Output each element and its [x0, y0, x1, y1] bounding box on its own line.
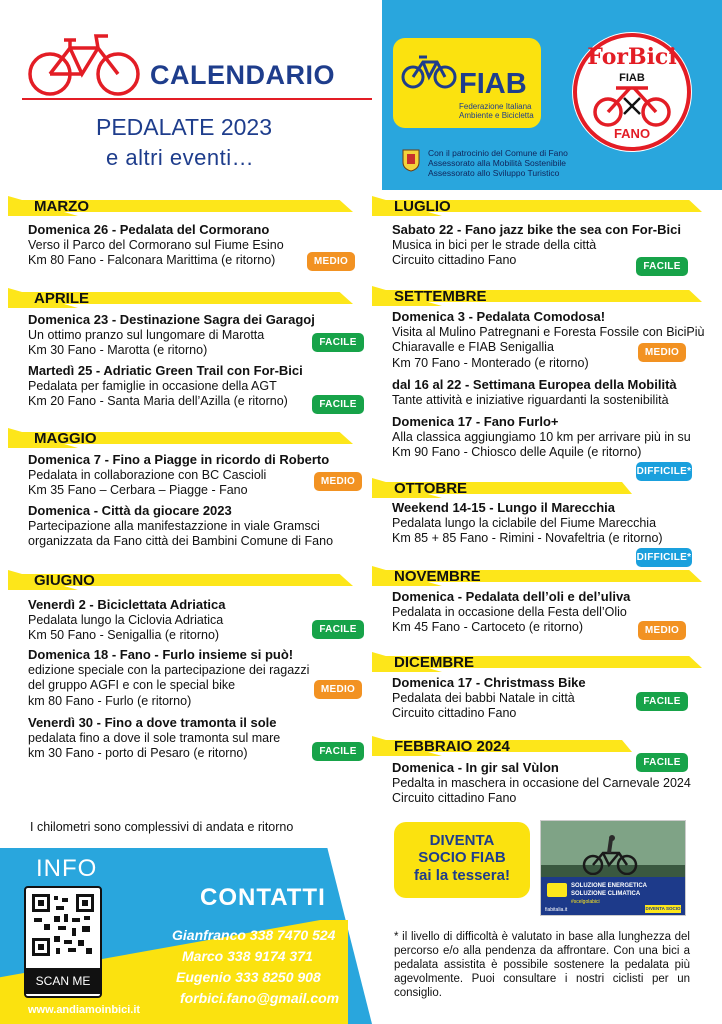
- forbici-logo-name: ForBici: [587, 44, 677, 70]
- difficulty-badge-facile: FACILE: [312, 742, 364, 761]
- page-subtitle: PEDALATE 2023: [96, 114, 273, 140]
- event-description: Pedalata dei babbi Natale in città: [392, 690, 575, 705]
- scan-me-label: SCAN ME: [26, 968, 100, 994]
- difficulty-footnote: * il livello di difficoltà è valutato in base alla lunghezza del percorso e/o alla pendenza da affrontare. Con una bici a pedalata assistita è possibile sostenere la pedalata più agevolmente. Puoi consultare i nostri ciclisti per un consiglio.: [394, 931, 690, 999]
- event-description: Pedalata in collaborazione con BC Cascioli: [28, 467, 267, 482]
- month-banner-maggio: [8, 428, 353, 446]
- difficulty-badge-medio: MEDIO: [307, 252, 355, 271]
- month-label: LUGLIO: [394, 198, 451, 215]
- website-link[interactable]: www.andiamoinbici.it: [28, 1004, 141, 1016]
- event-title: Domenica 17 - Fano Furlo+: [392, 414, 559, 429]
- contacts-title: CONTATTI: [200, 884, 326, 911]
- difficulty-badge-medio: MEDIO: [314, 680, 362, 699]
- difficulty-badge-medio: MEDIO: [638, 343, 686, 362]
- event-description-2: del gruppo AGFI e con le special bike: [28, 678, 236, 692]
- bicycle-icon: [24, 30, 144, 98]
- event-title: Domenica - In gir sal Vùlon: [392, 760, 559, 775]
- event-title: Venerdì 2 - Biciclettata Adriatica: [28, 597, 226, 612]
- difficulty-badge-difficile: DIFFICILE*: [636, 548, 692, 567]
- contact-eugenio[interactable]: Eugenio 333 8250 908: [176, 969, 321, 985]
- contact-gianfranco[interactable]: Gianfranco 338 7470 524: [172, 927, 336, 943]
- event-green-trail: [28, 363, 303, 410]
- event-tramonta: [28, 715, 280, 762]
- month-label: MAGGIO: [34, 430, 97, 447]
- city-crest-icon: [402, 148, 420, 172]
- event-route: Km 90 Fano - Chiosco delle Aquile (e ritorno): [392, 445, 642, 459]
- event-route: Circuito cittadino Fano: [392, 253, 517, 267]
- promo-line2: SOCIO FIAB: [418, 849, 506, 866]
- membership-promo[interactable]: [394, 822, 530, 898]
- event-description: Pedalta in maschera in occasione del Carnevale 2024: [392, 775, 691, 790]
- distance-note: I chilometri sono complessivi di andata e ritorno: [30, 820, 294, 834]
- cyclist-icon: [581, 835, 641, 875]
- ad-site: fiabitalia.it: [545, 907, 568, 913]
- fiab-logo-name: FIAB: [459, 68, 527, 100]
- difficulty-badge-medio: MEDIO: [638, 621, 686, 640]
- fiab-bicycle-icon: [401, 52, 457, 90]
- event-title: Martedì 25 - Adriatic Green Trail con For-Bici: [28, 363, 303, 378]
- event-title: Venerdì 30 - Fino a dove tramonta il sole: [28, 715, 277, 730]
- event-description: Partecipazione alla manifestazzione in viale Gramsci: [28, 518, 320, 533]
- event-citta-giocare: [28, 503, 333, 550]
- month-label: OTTOBRE: [394, 480, 468, 497]
- patronage-text: [428, 148, 568, 178]
- event-route: Km 35 Fano – Cerbara – Piagge - Fano: [28, 483, 248, 497]
- event-title: Domenica 3 - Pedalata Comodosa!: [392, 309, 606, 324]
- event-garagoj: [28, 312, 315, 359]
- event-description-2: organizzata da Fano città dei Bambini Comune di Fano: [28, 534, 334, 548]
- event-description: edizione speciale con la partecipazione dei ragazzi: [28, 662, 310, 677]
- ad-hashtag: #scelgolabici: [571, 899, 600, 905]
- page-title: CALENDARIO: [150, 60, 335, 90]
- difficulty-badge-facile: FACILE: [636, 753, 688, 772]
- event-description: Pedalata per famiglie in occasione della AGT: [28, 378, 277, 393]
- event-route: Km 50 Fano - Senigallia (e ritorno): [28, 628, 220, 642]
- fiab-logo-subtitle: [459, 102, 534, 120]
- event-title: Domenica 23 - Destinazione Sagra dei Garagoj: [28, 312, 315, 327]
- fiab-mini-logo-icon: [547, 883, 567, 897]
- month-banner-settembre: [372, 286, 702, 304]
- patronage-line1: Con il patrocinio del Comune di Fano: [428, 148, 568, 158]
- event-description: Verso il Parco del Cormorano sul Fiume Esino: [28, 237, 284, 252]
- event-christmas: [392, 675, 586, 722]
- event-route: km 80 Fano - Furlo (e ritorno): [28, 693, 192, 708]
- fiab-sub-line1: Federazione Italiana: [459, 102, 532, 111]
- event-description: Alla classica aggiungiamo 10 km per arrivare più in su: [392, 429, 691, 444]
- event-description: pedalata fino a dove il sole tramonta sul mare: [28, 730, 281, 745]
- event-route: Km 45 Fano - Cartoceto (e ritorno): [392, 620, 584, 634]
- event-title: Domenica 7 - Fino a Piagge in ricordo di Roberto: [28, 452, 330, 467]
- event-description: Pedalata lungo la Ciclovia Adriatica: [28, 612, 224, 627]
- event-title: Domenica 18 - Fano - Furlo insieme si può!: [28, 647, 294, 662]
- event-description: Pedalata in occasione della Festa dell’Olio: [392, 604, 627, 619]
- month-banner-marzo: [8, 196, 353, 214]
- patronage-line3: Assessorato allo Sviluppo Turistico: [428, 168, 560, 178]
- ad-line1: SOLUZIONE ENERGETICA: [571, 883, 648, 889]
- contact-email[interactable]: forbici.fano@gmail.com: [180, 990, 340, 1006]
- difficulty-badge-facile: FACILE: [312, 333, 364, 352]
- month-banner-aprile: [8, 288, 353, 306]
- month-label: FEBBRAIO 2024: [394, 738, 510, 755]
- difficulty-badge-facile: FACILE: [312, 620, 364, 639]
- page-subtitle-secondary: e altri eventi…: [106, 145, 255, 170]
- qr-code-icon: [32, 894, 94, 956]
- month-banner-luglio: [372, 196, 702, 214]
- event-title: Sabato 22 - Fano jazz bike the sea con For-Bici: [392, 222, 681, 237]
- ad-button: DIVENTA SOCIO: [645, 906, 681, 911]
- event-route: Km 30 Fano - Marotta (e ritorno): [28, 343, 208, 357]
- contact-marco[interactable]: Marco 338 9174 371: [182, 948, 313, 964]
- month-label: MARZO: [34, 198, 89, 215]
- event-cormorano: [28, 222, 284, 269]
- event-ciclovia: [28, 597, 225, 644]
- forbici-logo-fiab: FIAB: [619, 72, 645, 84]
- forbici-logo: [572, 32, 692, 152]
- event-description: Musica in bici per le strade della città: [392, 237, 597, 252]
- event-piagge: [28, 452, 329, 499]
- month-label: SETTEMBRE: [394, 288, 487, 305]
- event-route: Circuito cittadino Fano: [392, 791, 517, 805]
- event-route: Circuito cittadino Fano: [392, 706, 517, 720]
- month-banner-novembre: [372, 566, 702, 584]
- event-title: Domenica 17 - Christmass Bike: [392, 675, 586, 690]
- event-route: Km 85 + 85 Fano - Rimini - Novafeltria (e ritorno): [392, 531, 663, 545]
- event-furlo-plus: [392, 414, 691, 461]
- event-route: Km 70 Fano - Monterado (e ritorno): [392, 355, 589, 370]
- event-description: Un ottimo pranzo sul lungomare di Marotta: [28, 327, 265, 342]
- month-banner-dicembre: [372, 652, 702, 670]
- difficulty-badge-facile: FACILE: [636, 692, 688, 711]
- month-label: GIUGNO: [34, 572, 95, 589]
- month-banner-febbraio: [372, 736, 702, 754]
- header-divider: [22, 98, 372, 100]
- event-route: km 30 Fano - porto di Pesaro (e ritorno): [28, 746, 248, 760]
- qr-code[interactable]: [24, 886, 102, 998]
- month-label: DICEMBRE: [394, 654, 475, 671]
- difficulty-badge-medio: MEDIO: [314, 472, 362, 491]
- month-label: NOVEMBRE: [394, 568, 481, 585]
- event-title: dal 16 al 22 - Settimana Europea della Mobilità: [392, 377, 677, 392]
- month-banner-ottobre: [372, 478, 702, 496]
- event-description-2: Chiaravalle e FIAB Senigallia: [392, 340, 554, 354]
- info-title: INFO: [36, 855, 98, 882]
- event-route: Km 80 Fano - Falconara Marittima (e ritorno): [28, 253, 276, 267]
- difficulty-badge-facile: FACILE: [636, 257, 688, 276]
- forbici-logo-city: FANO: [613, 126, 651, 141]
- event-title: Domenica - Pedalata dell’oli e del’uliva: [392, 589, 631, 604]
- event-title: Weekend 14-15 - Lungo il Marecchia: [392, 500, 615, 515]
- difficulty-badge-facile: FACILE: [312, 395, 364, 414]
- event-description: Pedalata lungo la ciclabile del Fiume Marecchia: [392, 515, 657, 530]
- event-route: Km 20 Fano - Santa Maria dell’Azilla (e ritorno): [28, 394, 288, 408]
- event-description: Tante attività e iniziative riguardanti la sostenibilità: [392, 392, 669, 407]
- month-label: APRILE: [34, 290, 90, 307]
- patronage-line2: Assessorato alla Mobilità Sostenibile: [428, 158, 566, 168]
- ad-line2: SOLUZIONE CLIMATICA: [571, 891, 641, 897]
- difficulty-badge-difficile: DIFFICILE*: [636, 462, 692, 481]
- fiab-logo: [393, 38, 541, 128]
- month-banner-giugno: [8, 570, 353, 588]
- promo-line3: fai la tessera!: [414, 867, 510, 884]
- promo-line1: DIVENTA: [429, 832, 495, 849]
- event-marecchia: [392, 500, 663, 547]
- event-oli: [392, 589, 630, 636]
- event-furlo-insieme: [28, 647, 309, 709]
- event-mobilita: [392, 377, 677, 408]
- event-title: Domenica - Città da giocare 2023: [28, 503, 232, 518]
- fiab-sub-line2: Ambiente e Bicicletta: [459, 111, 534, 120]
- event-title: Domenica 26 - Pedalata del Cormorano: [28, 222, 270, 237]
- event-description: Visita al Mulino Patregnani e Foresta Fossile con BiciPiù: [392, 324, 705, 339]
- fiab-ad-image: [540, 820, 686, 916]
